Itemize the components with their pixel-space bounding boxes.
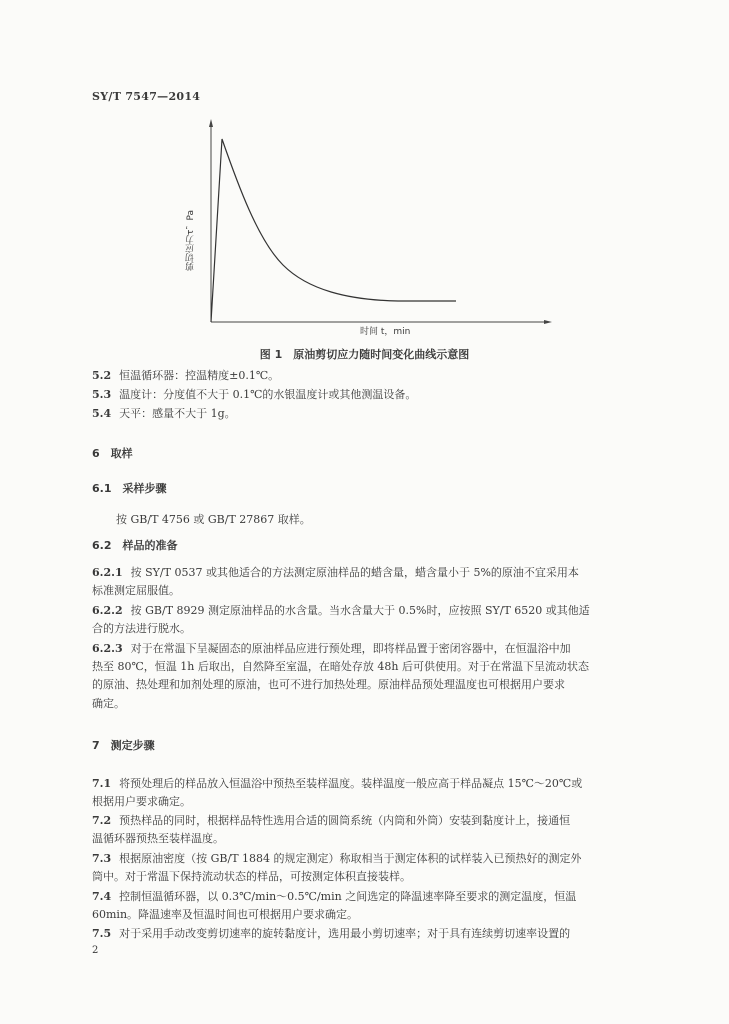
item-5-2	[92, 368, 279, 383]
para-6-2-2	[92, 603, 590, 618]
para-number: 7.4	[92, 890, 112, 903]
stress-curve	[211, 139, 456, 322]
para-6-2-2-cont: 合的方法进行脱水。	[92, 622, 191, 635]
item-5-4	[92, 406, 236, 421]
para-number: 7.2	[92, 814, 112, 827]
para-6-2-3	[92, 641, 571, 656]
x-axis-label: 时间 t，min	[360, 327, 411, 337]
item-number: 5.3	[92, 388, 112, 401]
para-number: 6.2.1	[92, 566, 123, 579]
section-6-1-text: 按 GB/T 4756 或 GB/T 27867 取样。	[116, 513, 311, 526]
para-text: 对于采用手动改变剪切速率的旋转黏度计，选用最小剪切速率；对于具有连续剪切速率设置的	[119, 927, 571, 940]
section-7-heading: 7 测定步骤	[92, 739, 155, 752]
para-text: 控制恒温循环器，以 0.3℃/min～0.5℃/min 之间选定的降温速率降至要求的测定温度，恒温	[119, 890, 577, 903]
para-7-4	[92, 889, 576, 904]
item-text: 天平：感量不大于 1g。	[119, 407, 236, 420]
para-7-2	[92, 813, 570, 828]
para-6-2-3-line4: 确定。	[92, 697, 125, 710]
item-number: 5.4	[92, 407, 112, 420]
para-text: 对于在常温下呈凝固态的原油样品应进行预处理，即将样品置于密闭容器中，在恒温浴中加	[130, 642, 571, 655]
para-7-5	[92, 926, 570, 941]
para-6-2-1	[92, 565, 579, 580]
para-6-2-3-line3: 的原油、热处理和加剂处理的原油，也可不进行加热处理。原油样品预处理温度也可根据用户要求	[92, 678, 565, 691]
standard-code: SY/T 7547—2014	[92, 90, 201, 103]
para-number: 7.5	[92, 927, 112, 940]
para-number: 6.2.2	[92, 604, 123, 617]
figure-caption: 图 1 原油剪切应力随时间变化曲线示意图	[259, 348, 470, 361]
shear-stress-figure	[198, 115, 558, 345]
item-number: 5.2	[92, 369, 112, 382]
para-7-3-cont: 筒中。对于常温下保持流动状态的样品，可按测定体积直接装样。	[92, 870, 411, 883]
para-text: 按 GB/T 8929 测定原油样品的水含量。当水含量大于 0.5%时，应按照 SY/T 6520 或其他适	[130, 604, 590, 617]
para-number: 7.3	[92, 852, 112, 865]
para-text: 根据原油密度（按 GB/T 1884 的规定测定）称取相当于测定体积的试样装入已预热好的测定外	[119, 852, 582, 865]
y-axis-label: 剪切应力τ，Pa	[186, 210, 196, 271]
para-7-4-cont: 60min。降温速率及恒温时间也可根据用户要求确定。	[92, 908, 359, 921]
y-axis-arrow	[209, 119, 213, 127]
para-7-1-cont: 根据用户要求确定。	[92, 795, 191, 808]
para-text: 预热样品的同时，根据样品特性选用合适的圆筒系统（内筒和外筒）安装到黏度计上，接通恒	[119, 814, 571, 827]
para-6-2-3-line2: 热至 80℃，恒温 1h 后取出，自然降至室温，在暗处存放 48h 后可供使用。对于在常温下呈流动状态	[92, 660, 589, 673]
x-axis-arrow	[544, 320, 552, 324]
para-text: 将预处理后的样品放入恒温浴中预热至装样温度。装样温度一般应高于样品凝点 15℃～20℃或	[119, 777, 583, 790]
para-6-2-1-cont: 标准测定屈服值。	[92, 584, 180, 597]
para-number: 6.2.3	[92, 642, 123, 655]
para-text: 按 SY/T 0537 或其他适合的方法测定原油样品的蜡含量，蜡含量小于 5%的原油不宜采用本	[130, 566, 579, 579]
para-7-2-cont: 温循环器预热至装样温度。	[92, 832, 224, 845]
section-6-2-heading: 6.2 样品的准备	[92, 539, 178, 552]
section-6-1-heading: 6.1 采样步骤	[92, 482, 167, 495]
item-text: 温度计：分度值不大于 0.1℃的水银温度计或其他测温设备。	[119, 388, 417, 401]
para-number: 7.1	[92, 777, 112, 790]
page-number: 2	[92, 945, 99, 956]
item-5-3	[92, 387, 416, 402]
para-7-3	[92, 851, 582, 866]
section-6-heading: 6 取样	[92, 447, 133, 460]
para-7-1	[92, 776, 582, 791]
item-text: 恒温循环器：控温精度±0.1℃。	[119, 369, 280, 382]
